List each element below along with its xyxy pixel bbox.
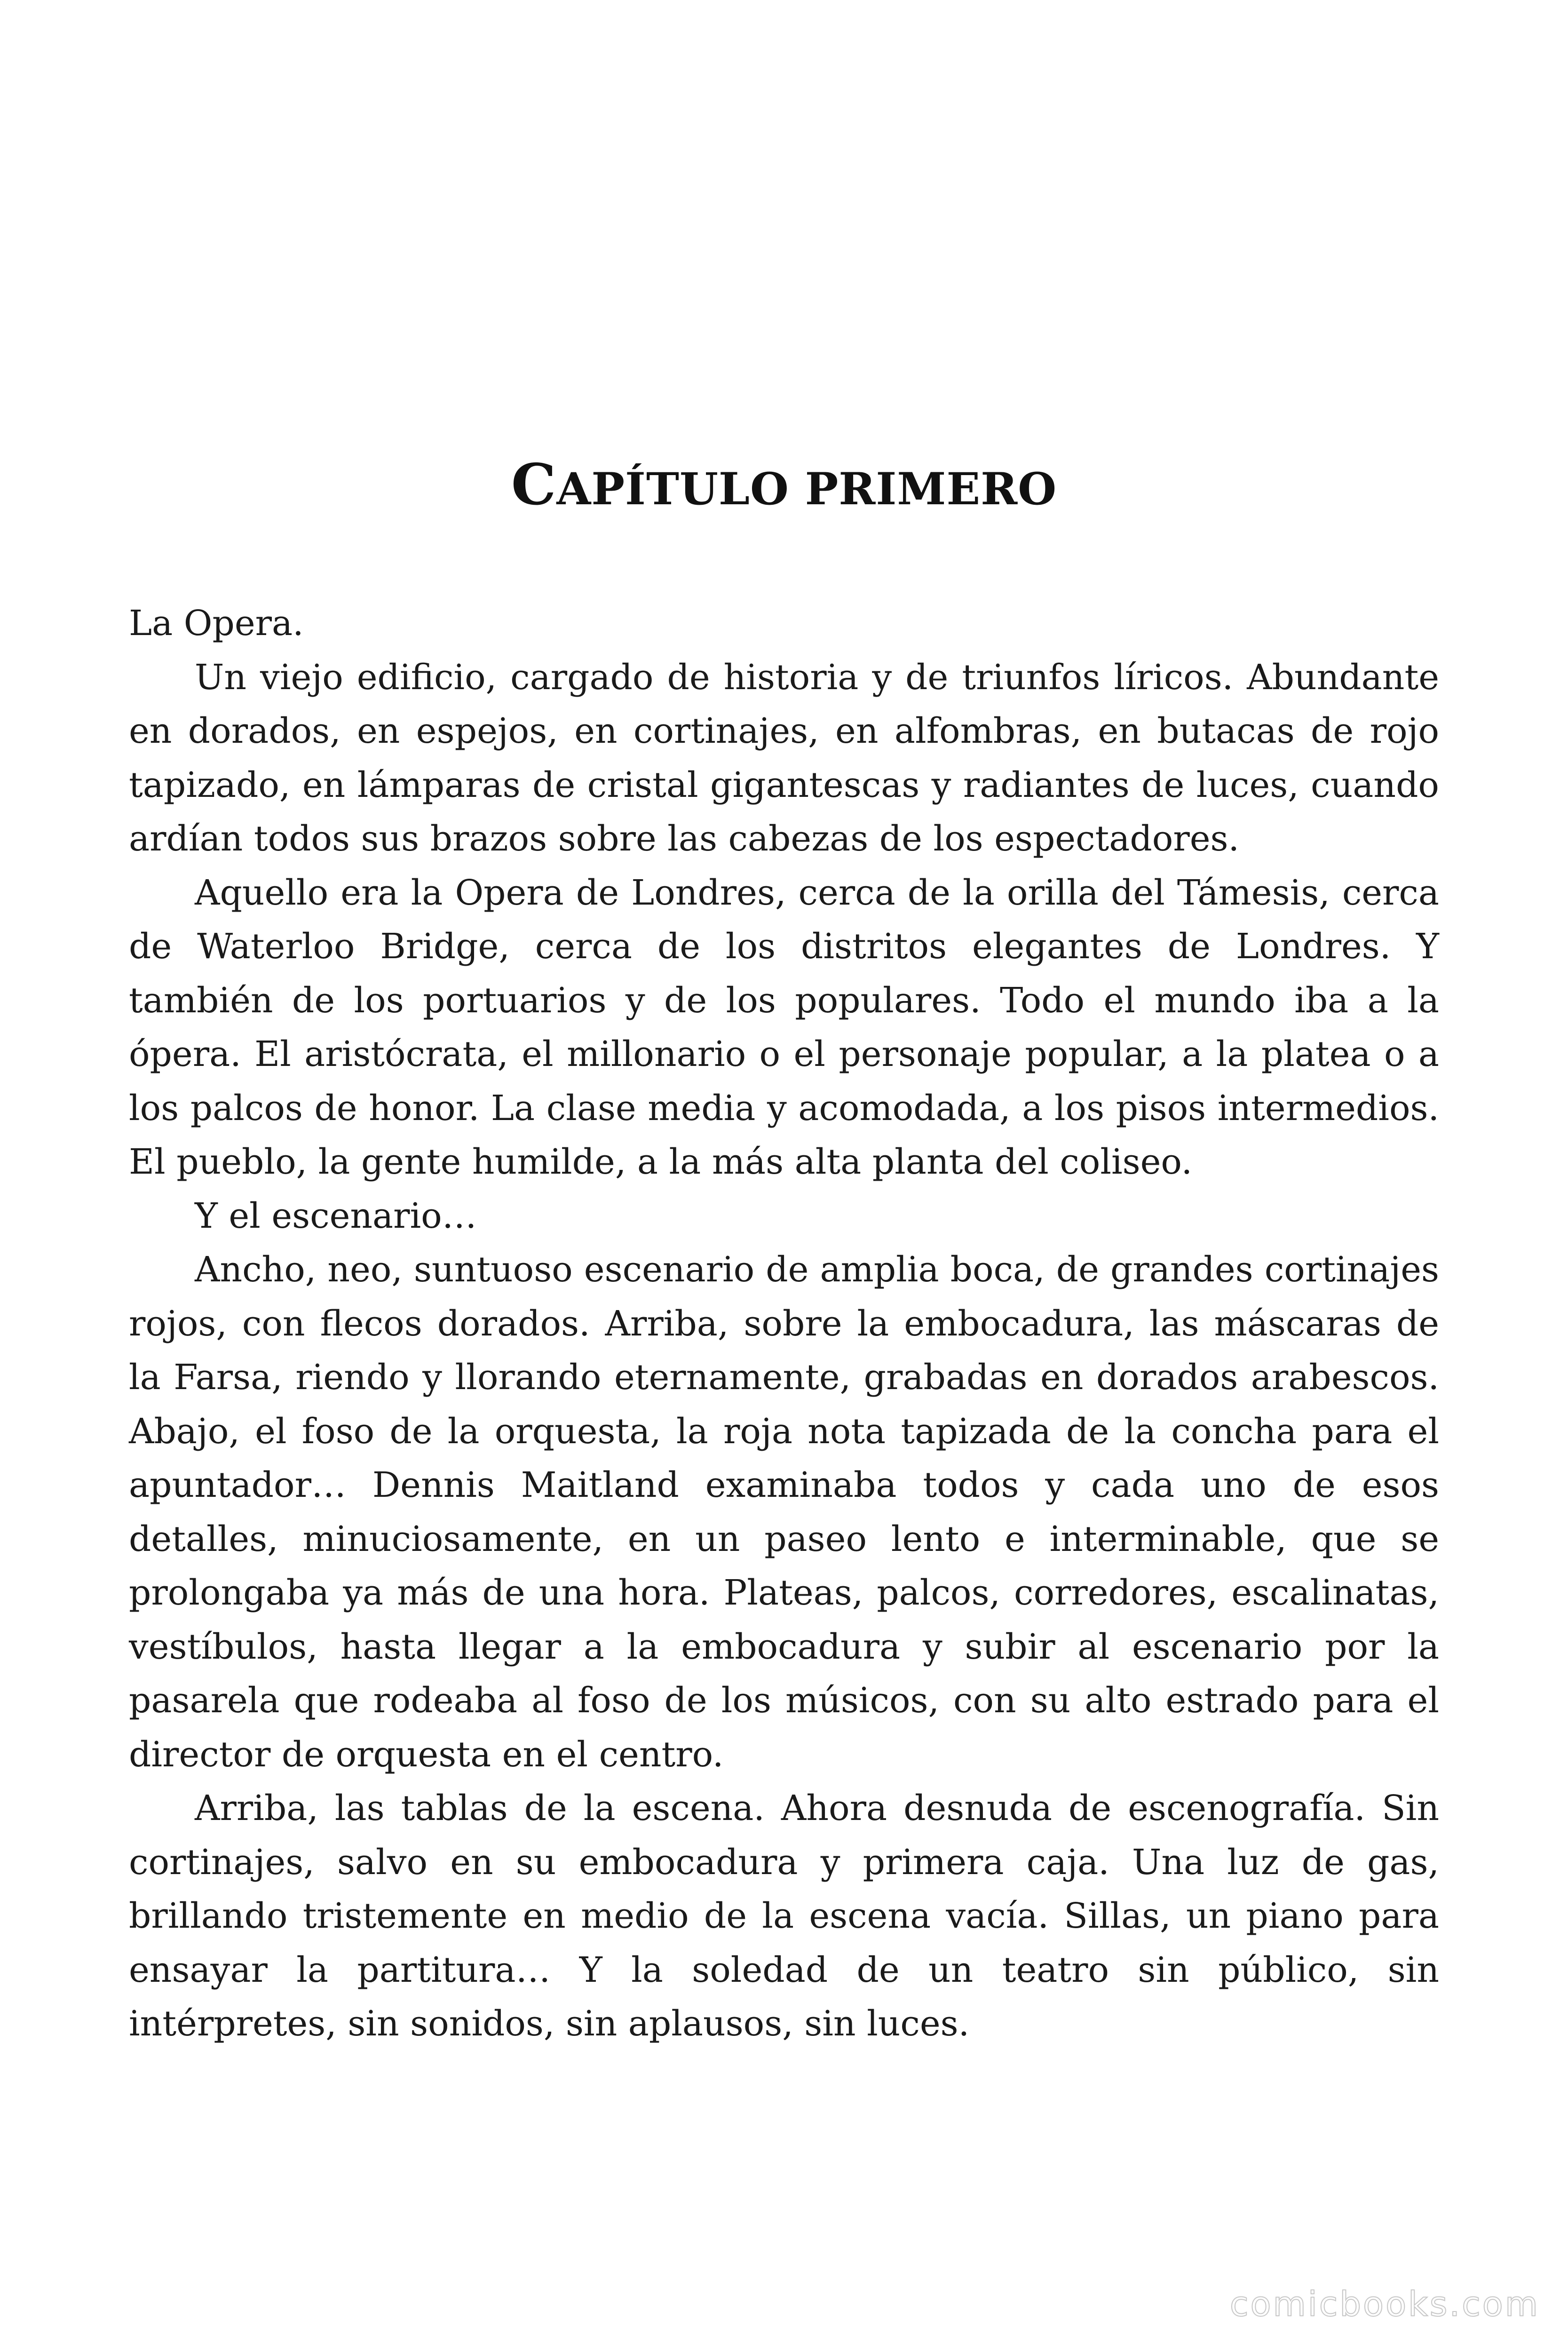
paragraph: Aquello era la Opera de Londres, cerca de la orilla del Támesis, cerca de Waterloo Bridge, cerca de los distritos elegantes de Londres. Y también de los portuarios y de los populares. Todo el mundo iba a la ópera. El aristócrata, el millonario o el personaje popular, a la platea o a los palcos de honor. La clase media y acomodada, a los pisos intermedios. El pueblo, la gente humilde, a la más alta planta del coliseo.: [129, 872, 1439, 1182]
paragraph: La Opera.: [129, 603, 304, 644]
chapter-title-rest: APÍTULO PRIMERO: [556, 463, 1057, 515]
watermark: comicbooks.com: [1229, 2284, 1540, 2324]
chapter-title-initial: C: [511, 452, 557, 518]
paragraph: Un viejo edificio, cargado de historia y de triunfos líricos. Abundante en dorados, en espejos, en cortinajes, en alfombras, en butacas de rojo tapizado, en lámparas de cristal gigantescas y radiantes de luces, cuando ardían todos sus brazos sobre las cabezas de los espectadores.: [129, 657, 1439, 859]
paragraph: Ancho, neo, suntuoso escenario de amplia boca, de grandes cortinajes rojos, con flecos dorados. Arriba, sobre la embocadura, las máscaras de la Farsa, riendo y llorando eternamente, grabadas en dorados arabescos. Abajo, el foso de la orquesta, la roja nota tapizada de la concha para el apuntador… Dennis Maitland examinaba todos y cada uno de esos detalles, minuciosamente, en un paseo lento e interminable, que se prolongaba ya más de una hora. Plateas, palcos, corredores, escalinatas, vestíbulos, hasta llegar a la embocadura y subir al escenario por la pasarela que rodeaba al foso de los músicos, con su alto estrado para el director de orquesta en el centro.: [129, 1249, 1439, 1775]
chapter-body: [129, 596, 1439, 2051]
paragraph: Arriba, las tablas de la escena. Ahora desnuda de escenografía. Sin cortinajes, salvo en su embocadura y primera caja. Una luz de gas, brillando tristemente en medio de la escena vacía. Sillas, un piano para ensayar la partitura… Y la soledad de un teatro sin público, sin intérpretes, sin sonidos, sin aplausos, sin luces.: [129, 1788, 1439, 2044]
chapter-title: [0, 452, 1568, 518]
paragraph: Y el escenario…: [195, 1195, 477, 1236]
